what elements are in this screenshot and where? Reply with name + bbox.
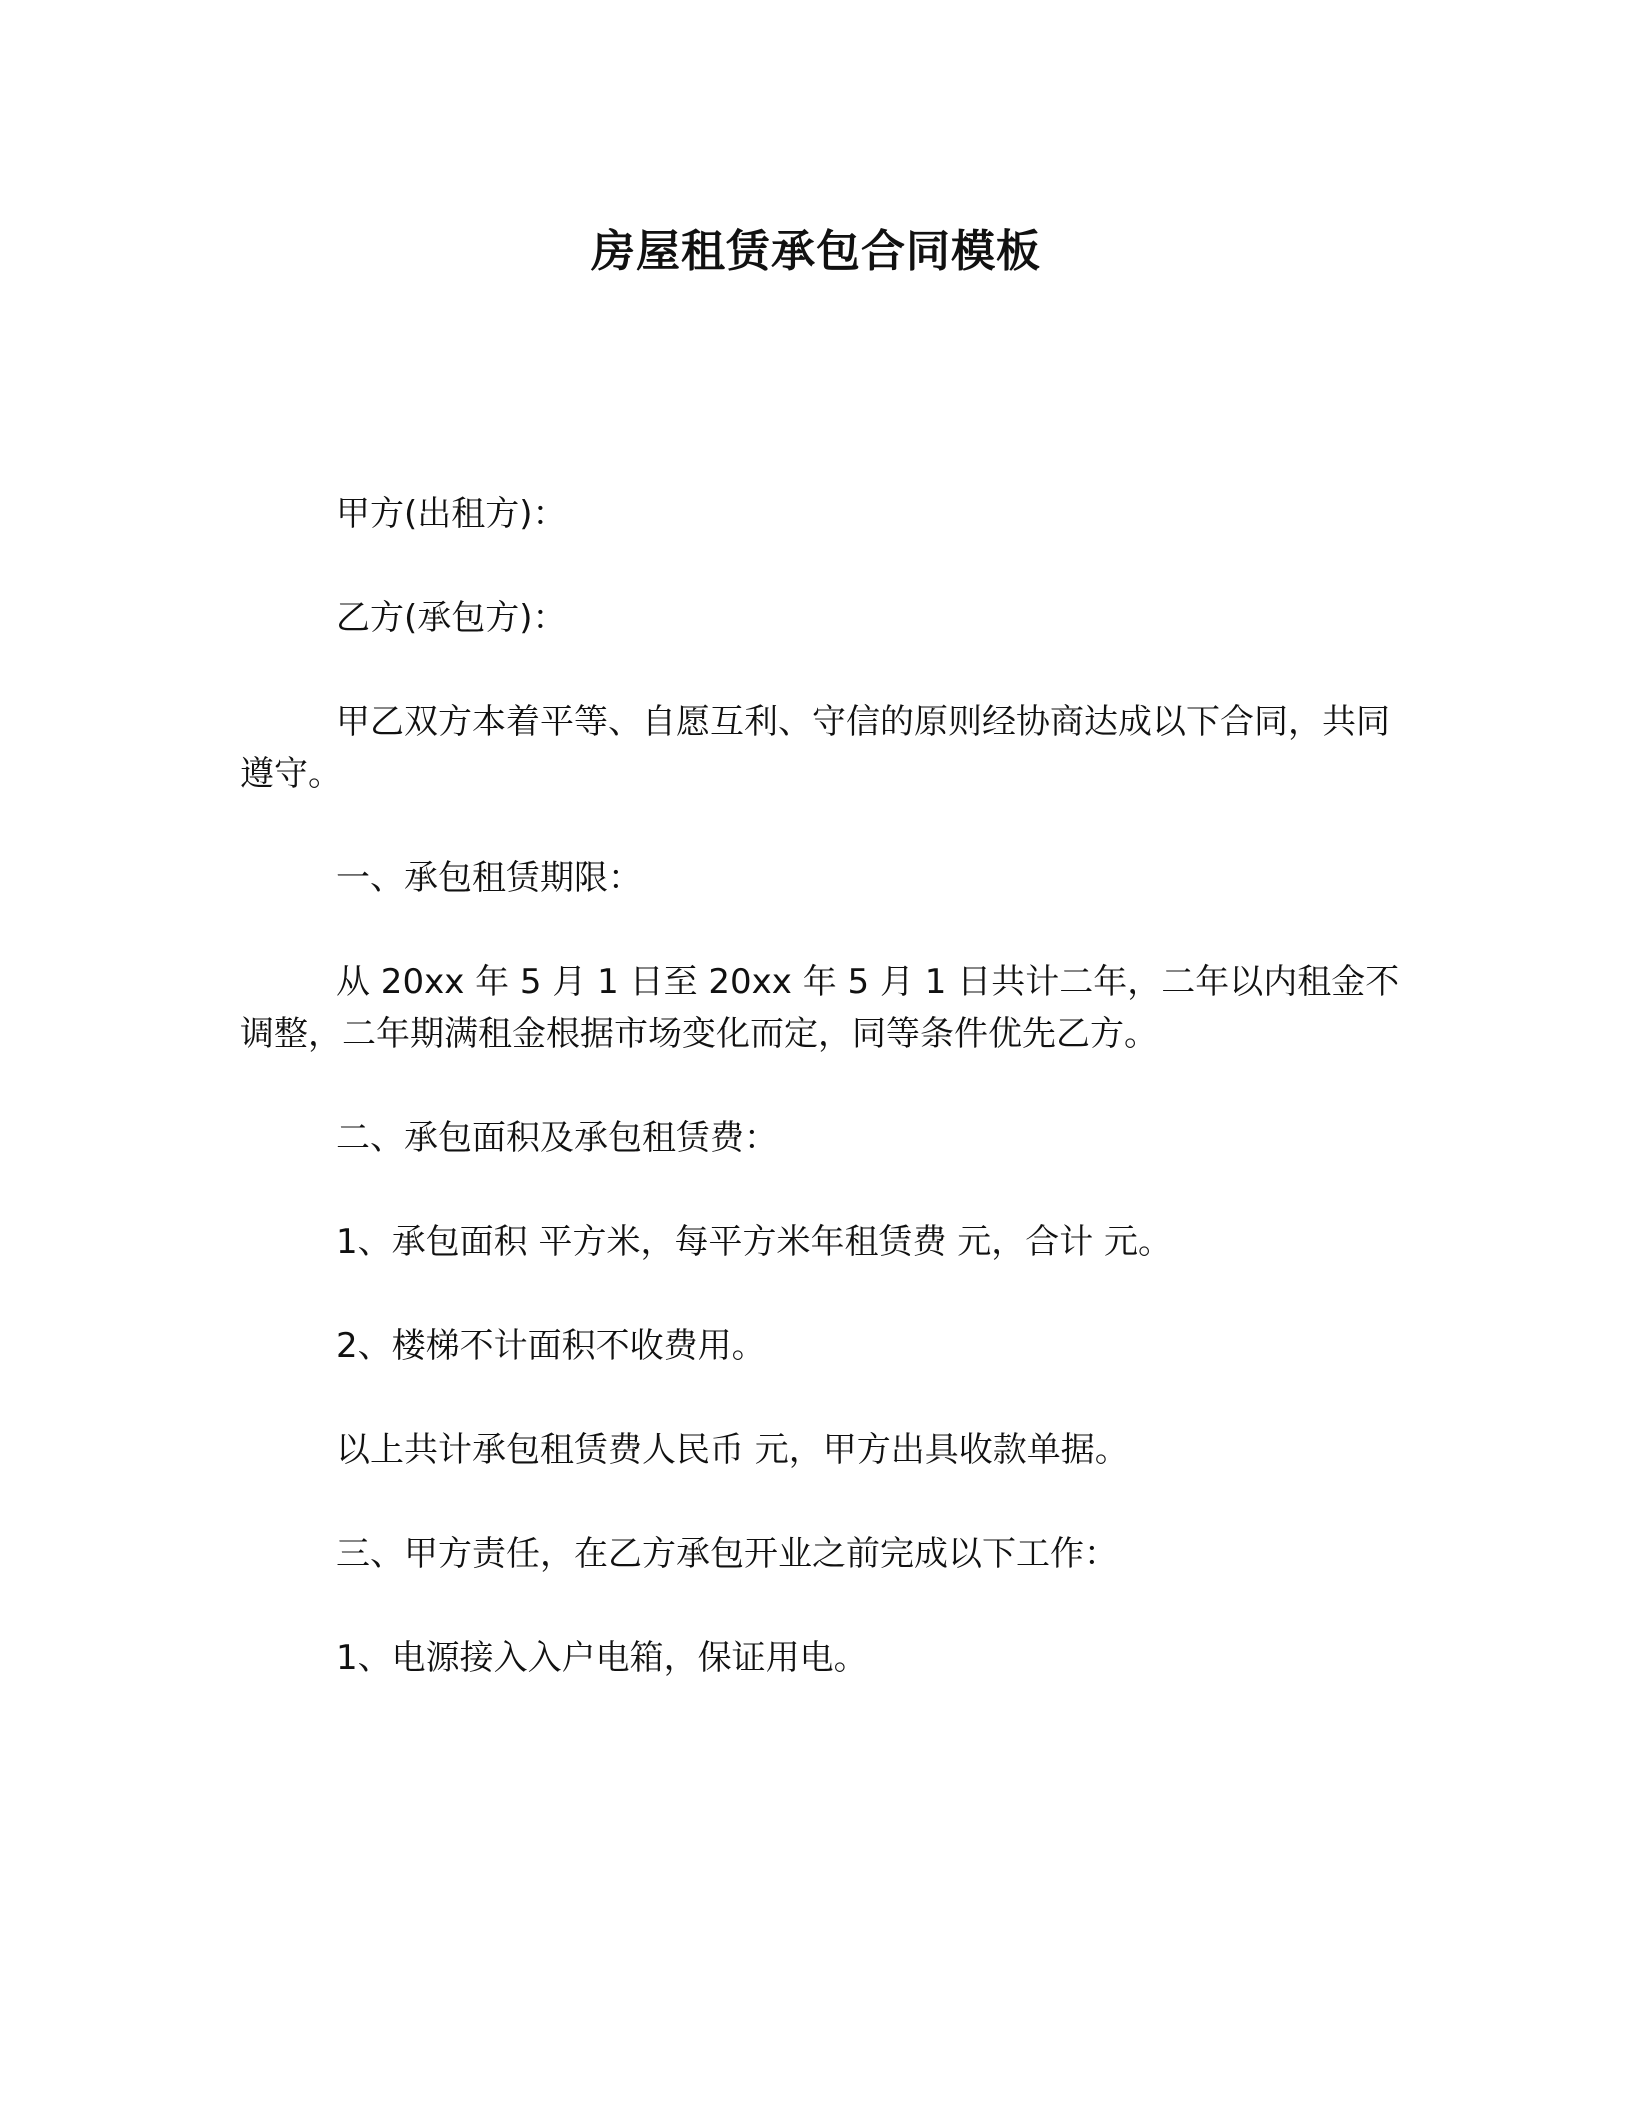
- clause-area: 1、承包面积 平方米，每平方米年租赁费 元，合计 元。: [336, 1222, 1173, 1262]
- section-heading-party-a-duties: 三、甲方责任，在乙方承包开业之前完成以下工作：: [336, 1534, 1118, 1574]
- clause-power: 1、电源接入入户电箱，保证用电。: [336, 1638, 868, 1678]
- section-heading-term: 一、承包租赁期限：: [336, 858, 642, 898]
- party-a-line: 甲方(出租方)：: [336, 494, 567, 534]
- preamble-paragraph: 甲乙双方本着平等、自愿互利、守信的原则经协商达成以下合同，共同遵守。: [240, 702, 1390, 794]
- document-body: [240, 488, 1410, 1736]
- term-paragraph: 从 20xx 年 5 月 1 日至 20xx 年 5 月 1 日共计二年，二年以内租金不调整，二年期满租金根据市场变化而定，同等条件优先乙方。: [240, 962, 1400, 1054]
- party-b-line: 乙方(承包方)：: [336, 598, 567, 638]
- section-heading-area-fee: 二、承包面积及承包租赁费：: [336, 1118, 778, 1158]
- document-title: 房屋租赁承包合同模板: [591, 226, 1041, 277]
- clause-stairs: 2、楼梯不计面积不收费用。: [336, 1326, 766, 1366]
- total-fee-paragraph: 以上共计承包租赁费人民币 元，甲方出具收款单据。: [336, 1430, 1129, 1470]
